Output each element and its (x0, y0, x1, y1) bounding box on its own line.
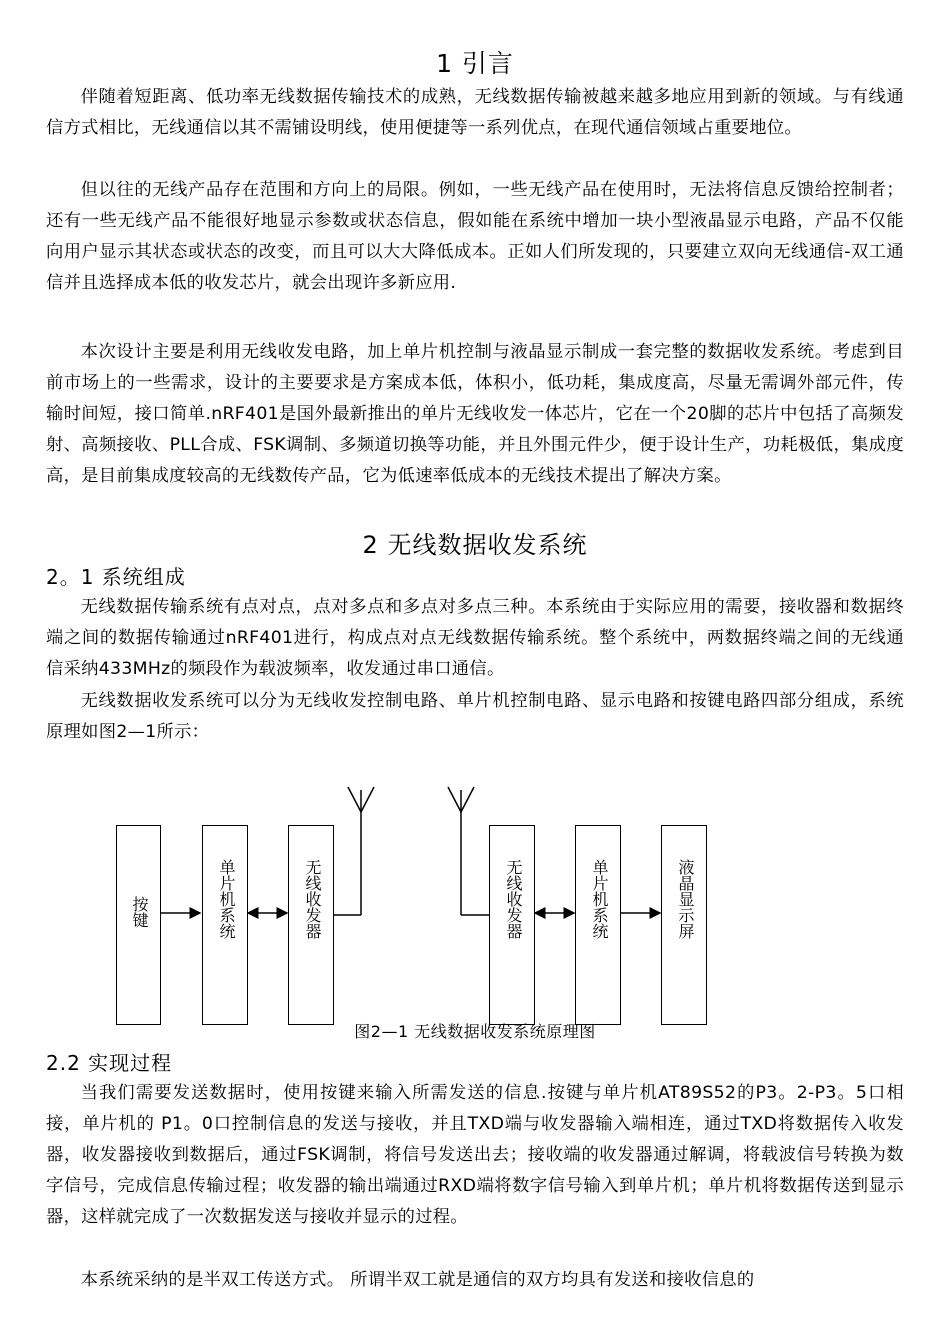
block-transceiver-right (489, 825, 535, 1025)
subsection-2-1-title: 2。1 系统组成 (46, 565, 186, 589)
subsection-2-2-title: 2.2 实现过程 (46, 1051, 173, 1075)
paragraph: 伴随着短距离、低功率无线数据传输技术的成熟，无线数据传输被越来越多地应用到新的领域。与有线通信方式相比，无线通信以其不需铺设明线，使用便捷等一系列优点，在现代通信领域占重要地位。 (46, 87, 904, 138)
block-label: 单片机系统 (217, 859, 236, 939)
figure-caption: 图2—1 无线数据收发系统原理图 (354, 1022, 596, 1041)
section-2-title: 2 无线数据收发系统 (362, 531, 588, 559)
block-mcu-right (575, 825, 621, 1025)
section-1-title: 1 引言 (436, 49, 514, 78)
block-label: 液晶显示屏 (676, 859, 695, 939)
antenna-left-icon (333, 787, 374, 915)
paragraph: 当我们需要发送数据时，使用按键来输入所需发送的信息.按键与单片机AT89S52的P3。2-P3。5口相接，单片机的 P1。0口控制信息的发送与接收，并且TXD端与收发器输入端相连，通过TXD将数据传入收发器，收发器接收到数据后，通过FSK调制，将信号发送出去；接收端的收发器通过解调，将载波信号转换为数字信号，完成信息传输过程；收发器的输出端通过RXD端将数字信号输入到单片机；单片机将数据传送到显示器，这样就完成了一次数据发送与接收并显示的过程。 (46, 1083, 904, 1227)
paragraph: 无线数据收发系统可以分为无线收发控制电路、单片机控制电路、显示电路和按键电路四部分组成，系统原理如图2—1所示： (46, 691, 904, 742)
block-mcu-left (202, 825, 248, 1025)
block-label: 单片机系统 (590, 859, 609, 939)
paragraph: 无线数据传输系统有点对点，点对多点和多点对多点三种。本系统由于实际应用的需要，接收器和数据终端之间的数据传输通过nRF401进行，构成点对点无线数据传输系统。整个系统中，两数据终端之间的无线通信采纳433MHz的频段作为载波频率，收发通过串口通信。 (46, 597, 904, 679)
block-label: 无线收发器 (504, 859, 523, 939)
block-keys (116, 825, 161, 1025)
block-lcd (661, 825, 707, 1025)
paragraph: 本次设计主要是利用无线收发电路，加上单片机控制与液晶显示制成一套完整的数据收发系统。考虑到目前市场上的一些需求，设计的主要要求是方案成本低，体积小，低功耗，集成度高，尽量无需调外部元件，传输时间短，接口简单.nRF401是国外最新推出的单片无线收发一体芯片，它在一个20脚的芯片中包括了高频发射、高频接收、PLL合成、FSK调制、多频道切换等功能，并且外围元件少，便于设计生产，功耗极低，集成度高，是目前集成度较高的无线数传产品，它为低速率低成本的无线技术提出了解决方案。 (46, 342, 904, 486)
block-label: 按键 (130, 896, 149, 928)
antenna-right-icon (448, 787, 490, 915)
paragraph: 本系统采纳的是半双工传送方式。 所谓半双工就是通信的双方均具有发送和接收信息的 (80, 1270, 755, 1290)
block-transceiver-left (288, 825, 334, 1025)
paragraph: 但以往的无线产品存在范围和方向上的局限。例如，一些无线产品在使用时，无法将信息反馈给控制者；还有一些无线产品不能很好地显示参数或状态信息，假如能在系统中增加一块小型液晶显示电路，产品不仅能向用户显示其状态或状态的改变，而且可以大大降低成本。正如人们所发现的，只要建立双向无线通信-双工通信并且选择成本低的收发芯片，就会出现许多新应用. (46, 180, 904, 293)
block-label: 无线收发器 (303, 859, 322, 939)
